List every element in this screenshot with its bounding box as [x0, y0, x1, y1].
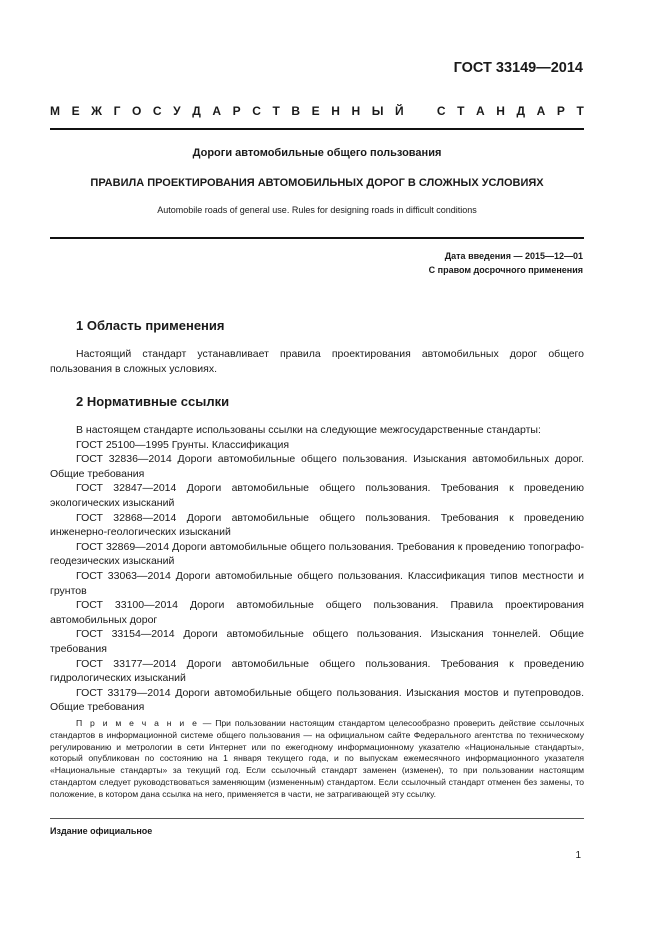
page-number: 1 [575, 850, 581, 861]
interstate-letter: А [212, 104, 222, 118]
section2-intro: В настоящем стандарте использованы ссылки на следующие межгосударственные стандарты: [76, 424, 541, 436]
dates-block [429, 249, 583, 277]
interstate-letter: Й [395, 104, 404, 118]
note-text: — При пользовании настоящим стандартом целесообразно проверить действие ссылочных стандартов в информационной системе общего пользования — на официальном сайте Федерального агентства по техническому регулированию и метрологии в сети Интернет или по ежегодному информационному указателю «Национальные стандарты», который опубликован по состоянию на 1 января текущего года, и по выпускам ежемесячного информационного указателя «Национальные стандарты» за текущий год. Если ссылочный стандарт заменен (изменен), то при пользовании настоящим стандартом следует руководствоваться заменяющим (измененным) стандартом. Если ссылочный стандарт отменен без замены, то положение, в котором дана ссылка на него, применяется в части, не затрагивающей эту ссылку. [50, 718, 585, 799]
interstate-letter: Ы [371, 104, 384, 118]
interstate-letter: Т [576, 104, 584, 118]
interstate-letter: Д [516, 104, 526, 118]
interstate-letter: Т [457, 104, 465, 118]
title-group: Дороги автомобильные общего пользования [192, 147, 442, 159]
title-divider [50, 237, 584, 239]
reference-item: ГОСТ 32868—2014 Дороги автомобильные общего пользования. Требования к проведению инженерно-геологических изысканий [50, 511, 584, 539]
note-label: П р и м е ч а н и е [76, 718, 199, 728]
title-english: Automobile roads of general use. Rules for designing roads in difficult conditions [157, 205, 477, 215]
section1-text: Настоящий стандарт устанавливает правила проектирования автомобильных дорог общего пользования в сложных условиях. [50, 348, 584, 375]
interstate-letter: Н [331, 104, 340, 118]
reference-item: ГОСТ 33179—2014 Дороги автомобильные общего пользования. Изыскания мостов и путепроводов. Общие требования [50, 686, 584, 714]
edition-divider [50, 818, 584, 819]
interstate-letter: Д [192, 104, 201, 118]
reference-item: ГОСТ 32869—2014 Дороги автомобильные общего пользования. Требования к проведению топографо-геодезических изысканий [50, 540, 584, 568]
interstate-letter: Р [232, 104, 241, 118]
interstate-letter: С [252, 104, 261, 118]
reference-item: ГОСТ 32847—2014 Дороги автомобильные общего пользования. Требования к проведению экологических изысканий [50, 482, 584, 509]
interstate-letter: А [476, 104, 485, 118]
interstate-letter: М [50, 104, 60, 118]
intro-date: Дата введения — 2015—12—01 [444, 251, 583, 261]
section2-heading: 2 Нормативные ссылки [76, 394, 230, 409]
early-application: С правом досрочного применения [428, 265, 583, 275]
reference-item: ГОСТ 33154—2014 Дороги автомобильные общего пользования. Изыскания тоннелей. Общие требования [50, 628, 584, 655]
interstate-letter [415, 104, 425, 118]
interstate-letter: Е [311, 104, 320, 118]
interstate-letter: У [173, 104, 181, 118]
interstate-letter: Ж [91, 104, 103, 118]
interstate-letter: Н [351, 104, 361, 118]
interstate-letter: Р [556, 104, 565, 118]
interstate-letter: С [152, 104, 162, 118]
note [50, 718, 584, 801]
reference-item: ГОСТ 32836—2014 Дороги автомобильные общего пользования. Изыскания автомобильных дорог. Общие требования [50, 453, 584, 480]
reference-item: ГОСТ 33177—2014 Дороги автомобильные общего пользования. Требования к проведению гидрологических изысканий [50, 657, 584, 685]
section1-heading: 1 Область применения [76, 318, 225, 333]
interstate-letter: С [436, 104, 446, 118]
interstate-letter: О [132, 104, 142, 118]
interstate-letter: Е [71, 104, 80, 118]
interstate-letter: Н [496, 104, 505, 118]
interstate-standard-heading [50, 104, 584, 118]
edition-official: Издание официальное [50, 826, 153, 836]
top-divider [50, 128, 584, 130]
reference-item: ГОСТ 33100—2014 Дороги автомобильные общего пользования. Правила проектирования автомобильных дорог [50, 599, 584, 626]
interstate-letter: Т [272, 104, 280, 118]
reference-item: ГОСТ 25100—1995 Грунты. Классификация [76, 438, 290, 451]
interstate-letter: Г [113, 104, 121, 118]
reference-item: ГОСТ 33063—2014 Дороги автомобильные общего пользования. Классификация типов местности и грунтов [50, 569, 584, 597]
references-list [0, 423, 661, 715]
title-main: ПРАВИЛА ПРОЕКТИРОВАНИЯ АВТОМОБИЛЬНЫХ ДОРОГ В СЛОЖНЫХ УСЛОВИЯХ [90, 177, 544, 189]
interstate-letter: В [291, 104, 301, 118]
interstate-letter: А [536, 104, 546, 118]
gost-number: ГОСТ 33149—2014 [453, 60, 583, 76]
